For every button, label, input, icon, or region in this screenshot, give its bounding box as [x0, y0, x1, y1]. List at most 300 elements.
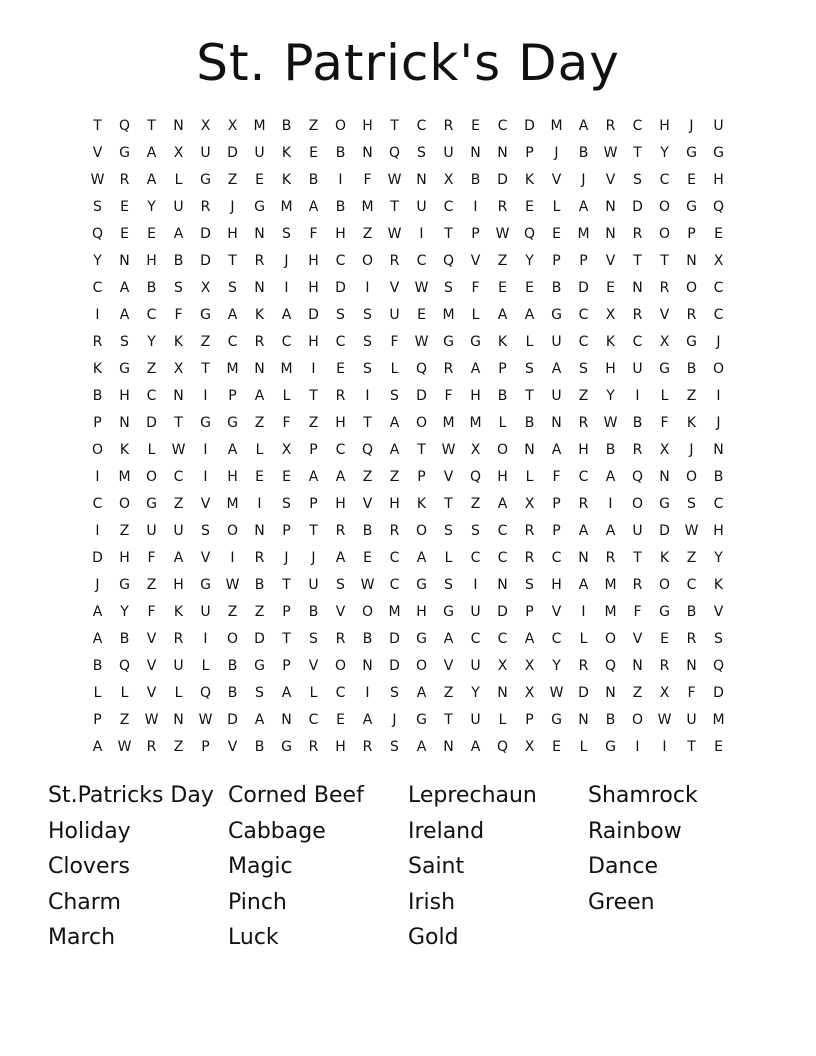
grid-letter: C [281, 334, 292, 350]
grid-letter: G [686, 334, 697, 350]
grid-letter: E [336, 712, 345, 728]
grid-letter: W [387, 226, 402, 242]
grid-letter: R [578, 496, 589, 512]
grid-letter: F [309, 226, 318, 242]
grid-letter: U [551, 388, 562, 404]
grid-letter: J [392, 712, 397, 728]
grid-letter: P [228, 388, 237, 404]
grid-letter: U [470, 604, 481, 620]
grid-letter: J [284, 253, 289, 269]
grid-letter: T [174, 415, 183, 431]
grid-letter: F [633, 604, 642, 620]
grid-letter: N [578, 550, 589, 566]
grid-letter: P [525, 712, 534, 728]
grid-letter: B [632, 415, 643, 431]
grid-letter: S [687, 496, 696, 512]
grid-row [84, 194, 732, 221]
grid-letter: G [659, 361, 670, 377]
grid-letter: A [92, 739, 103, 755]
grid-letter: D [308, 307, 319, 323]
grid-letter: R [578, 415, 589, 431]
grid-letter: O [415, 658, 428, 674]
grid-letter: U [173, 523, 184, 539]
grid-letter: R [146, 739, 157, 755]
grid-letter: H [173, 577, 184, 593]
grid-letter: R [254, 550, 265, 566]
grid-letter: W [225, 577, 240, 593]
grid-letter: V [470, 253, 481, 269]
grid-letter: X [173, 361, 184, 377]
grid-letter: O [91, 442, 104, 458]
grid-letter: L [255, 442, 264, 458]
grid-letter: O [712, 361, 725, 377]
grid-row [84, 545, 732, 572]
grid-letter: E [255, 172, 264, 188]
grid-letter: E [660, 631, 669, 647]
grid-letter: X [659, 685, 670, 701]
grid-letter: G [227, 415, 238, 431]
grid-letter: P [471, 226, 480, 242]
grid-letter: V [632, 631, 643, 647]
grid-letter: V [308, 658, 319, 674]
grid-letter: B [227, 658, 238, 674]
grid-letter: S [390, 685, 399, 701]
grid-letter: I [203, 631, 208, 647]
grid-letter: Z [362, 226, 373, 242]
grid-letter: R [443, 361, 454, 377]
grid-letter: B [281, 118, 292, 134]
grid-letter: N [632, 280, 643, 296]
grid-letter: E [687, 172, 696, 188]
grid-letter: H [146, 253, 157, 269]
grid-letter: Z [686, 550, 697, 566]
grid-letter: N [173, 712, 184, 728]
grid-letter: U [173, 658, 184, 674]
grid-letter: K [713, 577, 724, 593]
grid-letter: B [254, 577, 265, 593]
grid-letter: A [497, 307, 508, 323]
grid-letter: D [254, 631, 265, 647]
grid-letter: Y [93, 253, 102, 269]
grid-letter: I [284, 280, 289, 296]
grid-letter: D [713, 685, 724, 701]
grid-letter: A [470, 361, 481, 377]
grid-letter: O [145, 469, 158, 485]
grid-letter: I [95, 469, 100, 485]
grid-letter: X [524, 658, 535, 674]
grid-letter: L [498, 415, 507, 431]
grid-letter: E [120, 226, 129, 242]
grid-letter: N [254, 226, 265, 242]
grid-letter: O [658, 577, 671, 593]
grid-letter: S [120, 334, 129, 350]
grid-letter: I [473, 199, 478, 215]
grid-letter: E [282, 469, 291, 485]
grid-letter: E [714, 226, 723, 242]
grid-row [84, 167, 732, 194]
grid-letter: P [525, 604, 534, 620]
grid-letter: C [416, 253, 427, 269]
grid-letter: T [444, 496, 453, 512]
grid-letter: B [146, 280, 157, 296]
grid-letter: Q [496, 739, 509, 755]
word-list-item: Pinch [228, 889, 287, 915]
grid-letter: R [686, 631, 697, 647]
grid-letter: L [390, 361, 399, 377]
grid-letter: N [524, 442, 535, 458]
grid-letter: H [362, 118, 373, 134]
grid-letter: H [335, 415, 346, 431]
grid-letter: L [498, 712, 507, 728]
word-list-item: Green [588, 889, 655, 915]
grid-letter: C [578, 334, 589, 350]
grid-letter: Z [146, 361, 157, 377]
grid-letter: X [497, 658, 508, 674]
grid-letter: S [633, 172, 642, 188]
grid-letter: K [281, 145, 292, 161]
grid-letter: S [417, 145, 426, 161]
grid-letter: F [552, 469, 561, 485]
grid-letter: F [174, 307, 183, 323]
grid-letter: C [308, 712, 319, 728]
grid-letter: S [282, 226, 291, 242]
grid-letter: A [92, 631, 103, 647]
grid-letter: A [227, 442, 238, 458]
grid-letter: D [227, 145, 238, 161]
grid-letter: U [200, 604, 211, 620]
grid-letter: I [365, 388, 370, 404]
grid-letter: P [282, 523, 291, 539]
grid-letter: K [173, 604, 184, 620]
grid-letter: N [578, 712, 589, 728]
grid-letter: A [578, 199, 589, 215]
grid-letter: D [200, 226, 211, 242]
grid-letter: X [200, 280, 211, 296]
grid-letter: W [549, 685, 564, 701]
grid-letter: A [308, 469, 319, 485]
grid-letter: T [444, 226, 453, 242]
word-list-item: Luck [228, 925, 279, 951]
grid-letter: S [525, 361, 534, 377]
grid-letter: R [173, 631, 184, 647]
grid-letter: O [226, 631, 239, 647]
grid-letter: A [173, 226, 184, 242]
word-list-item: Saint [408, 854, 465, 880]
grid-letter: N [713, 442, 724, 458]
grid-letter: C [713, 280, 724, 296]
grid-letter: J [311, 550, 316, 566]
grid-letter: A [443, 631, 454, 647]
grid-letter: A [551, 361, 562, 377]
grid-row [84, 707, 732, 734]
grid-row [84, 248, 732, 275]
grid-letter: M [604, 577, 617, 593]
grid-letter: H [308, 334, 319, 350]
grid-letter: D [227, 712, 238, 728]
grid-letter: Q [631, 469, 644, 485]
grid-letter: H [470, 388, 481, 404]
grid-letter: A [146, 172, 157, 188]
grid-letter: L [579, 631, 588, 647]
grid-letter: G [686, 145, 697, 161]
grid-letter: W [603, 145, 618, 161]
grid-letter: X [173, 145, 184, 161]
grid-letter: N [281, 712, 292, 728]
grid-letter: R [389, 523, 400, 539]
grid-letter: G [551, 712, 562, 728]
grid-letter: P [201, 739, 210, 755]
word-list-item: Gold [408, 925, 459, 951]
grid-letter: J [689, 118, 694, 134]
grid-letter: Q [604, 658, 617, 674]
grid-letter: S [444, 280, 453, 296]
grid-letter: G [254, 658, 265, 674]
grid-letter: E [552, 739, 561, 755]
page-title: St. Patrick's Day [196, 34, 620, 92]
grid-letter: T [444, 712, 453, 728]
grid-letter: W [198, 712, 213, 728]
grid-letter: S [228, 280, 237, 296]
grid-letter: E [363, 550, 372, 566]
grid-letter: U [416, 199, 427, 215]
grid-letter: D [389, 658, 400, 674]
grid-letter: U [173, 199, 184, 215]
grid-letter: A [470, 739, 481, 755]
grid-letter: M [469, 415, 482, 431]
grid-letter: F [444, 388, 453, 404]
grid-letter: X [227, 118, 238, 134]
grid-letter: K [524, 172, 535, 188]
grid-letter: H [308, 253, 319, 269]
grid-letter: A [335, 550, 346, 566]
grid-letter: D [659, 523, 670, 539]
word-list-item: Charm [48, 889, 121, 915]
grid-letter: S [390, 388, 399, 404]
grid-letter: B [362, 523, 373, 539]
grid-row [84, 302, 732, 329]
grid-letter: B [92, 658, 103, 674]
grid-letter: W [360, 577, 375, 593]
grid-letter: H [119, 550, 130, 566]
grid-letter: R [578, 658, 589, 674]
grid-letter: B [686, 361, 697, 377]
grid-letter: N [173, 118, 184, 134]
grid-letter: V [605, 172, 616, 188]
grid-letter: X [713, 253, 724, 269]
grid-letter: G [254, 199, 265, 215]
grid-letter: Q [361, 442, 374, 458]
grid-letter: Z [470, 496, 481, 512]
grid-letter: W [603, 415, 618, 431]
grid-letter: U [470, 658, 481, 674]
grid-letter: E [309, 145, 318, 161]
grid-letter: C [389, 577, 400, 593]
grid-letter: T [228, 253, 237, 269]
grid-letter: C [227, 334, 238, 350]
grid-letter: Q [199, 685, 212, 701]
grid-letter: N [605, 199, 616, 215]
grid-letter: G [713, 145, 724, 161]
grid-letter: H [227, 469, 238, 485]
grid-letter: Z [200, 334, 211, 350]
grid-letter: G [119, 145, 130, 161]
grid-letter: C [713, 307, 724, 323]
grid-letter: P [552, 523, 561, 539]
grid-letter: H [227, 226, 238, 242]
grid-letter: H [551, 577, 562, 593]
grid-letter: G [443, 334, 454, 350]
grid-letter: G [416, 712, 427, 728]
grid-letter: P [93, 712, 102, 728]
grid-letter: M [253, 118, 266, 134]
grid-letter: O [361, 604, 374, 620]
grid-letter: F [687, 685, 696, 701]
grid-letter: B [497, 388, 508, 404]
grid-letter: R [632, 307, 643, 323]
grid-row [84, 437, 732, 464]
grid-letter: I [473, 577, 478, 593]
grid-letter: P [93, 415, 102, 431]
grid-letter: M [442, 415, 455, 431]
grid-letter: G [416, 631, 427, 647]
grid-letter: I [203, 469, 208, 485]
grid-letter: D [389, 631, 400, 647]
grid-letter: R [632, 226, 643, 242]
grid-letter: J [554, 145, 559, 161]
grid-letter: Z [173, 739, 184, 755]
grid-letter: O [334, 658, 347, 674]
grid-row [84, 626, 732, 653]
grid-letter: H [308, 280, 319, 296]
word-list-item: Corned Beef [228, 783, 364, 808]
grid-letter: C [470, 550, 481, 566]
grid-letter: O [631, 712, 644, 728]
grid-letter: V [443, 469, 454, 485]
grid-letter: N [173, 388, 184, 404]
grid-letter: K [497, 334, 508, 350]
grid-letter: V [227, 739, 238, 755]
grid-letter: Z [578, 388, 589, 404]
grid-letter: M [712, 712, 725, 728]
grid-letter: I [608, 496, 613, 512]
grid-letter: L [525, 469, 534, 485]
grid-letter: E [552, 226, 561, 242]
grid-letter: H [119, 388, 130, 404]
grid-letter: U [146, 523, 157, 539]
grid-row [84, 275, 732, 302]
grid-letter: R [335, 523, 346, 539]
grid-letter: S [390, 739, 399, 755]
grid-letter: F [282, 415, 291, 431]
grid-letter: E [606, 280, 615, 296]
grid-letter: R [308, 739, 319, 755]
grid-letter: T [147, 118, 156, 134]
grid-letter: V [146, 685, 157, 701]
grid-letter: X [524, 685, 535, 701]
grid-letter: Z [173, 496, 184, 512]
grid-letter: D [416, 388, 427, 404]
grid-letter: T [201, 361, 210, 377]
grid-letter: X [524, 496, 535, 512]
grid-letter: X [281, 442, 292, 458]
word-list-item: March [48, 925, 116, 951]
grid-letter: F [147, 604, 156, 620]
grid-letter: R [200, 199, 211, 215]
grid-letter: N [254, 523, 265, 539]
grid-letter: T [93, 118, 102, 134]
grid-letter: V [389, 280, 400, 296]
grid-row [84, 734, 732, 761]
grid-letter: M [577, 226, 590, 242]
grid-letter: A [389, 415, 400, 431]
grid-letter: A [524, 307, 535, 323]
grid-letter: H [335, 496, 346, 512]
grid-letter: X [470, 442, 481, 458]
grid-letter: M [226, 361, 239, 377]
grid-letter: B [335, 145, 346, 161]
grid-letter: X [659, 442, 670, 458]
grid-letter: A [173, 550, 184, 566]
grid-letter: N [686, 253, 697, 269]
grid-letter: R [119, 172, 130, 188]
grid-letter: B [686, 604, 697, 620]
grid-letter: T [525, 388, 534, 404]
grid-letter: Z [227, 172, 238, 188]
grid-letter: E [714, 739, 723, 755]
grid-letter: O [604, 631, 617, 647]
grid-letter: V [335, 604, 346, 620]
grid-letter: M [604, 604, 617, 620]
grid-letter: A [551, 442, 562, 458]
word-list-item: St.Patricks Day [48, 783, 214, 808]
grid-letter: Z [362, 469, 373, 485]
grid-letter: J [95, 577, 100, 593]
grid-letter: B [605, 712, 616, 728]
grid-letter: V [200, 550, 211, 566]
grid-letter: R [389, 253, 400, 269]
grid-letter: T [390, 199, 399, 215]
grid-letter: B [92, 388, 103, 404]
grid-letter: H [497, 469, 508, 485]
grid-letter: C [443, 199, 454, 215]
grid-letter: Y [606, 388, 615, 404]
grid-letter: A [416, 739, 427, 755]
grid-letter: S [201, 523, 210, 539]
grid-letter: H [713, 172, 724, 188]
grid-letter: T [687, 739, 696, 755]
grid-letter: B [578, 145, 589, 161]
grid-letter: E [525, 199, 534, 215]
grid-letter: S [282, 496, 291, 512]
grid-letter: Y [552, 658, 561, 674]
grid-row [84, 113, 732, 140]
grid-letter: P [579, 253, 588, 269]
grid-letter: H [578, 442, 589, 458]
grid-letter: C [92, 496, 103, 512]
grid-letter: C [173, 469, 184, 485]
grid-letter: D [146, 415, 157, 431]
grid-letter: A [281, 685, 292, 701]
grid-letter: K [92, 361, 103, 377]
grid-letter: C [686, 577, 697, 593]
grid-letter: I [716, 388, 721, 404]
grid-letter: P [309, 496, 318, 512]
grid-letter: D [497, 172, 508, 188]
grid-row [84, 491, 732, 518]
grid-letter: C [578, 469, 589, 485]
grid-letter: V [605, 253, 616, 269]
grid-letter: Y [147, 334, 156, 350]
